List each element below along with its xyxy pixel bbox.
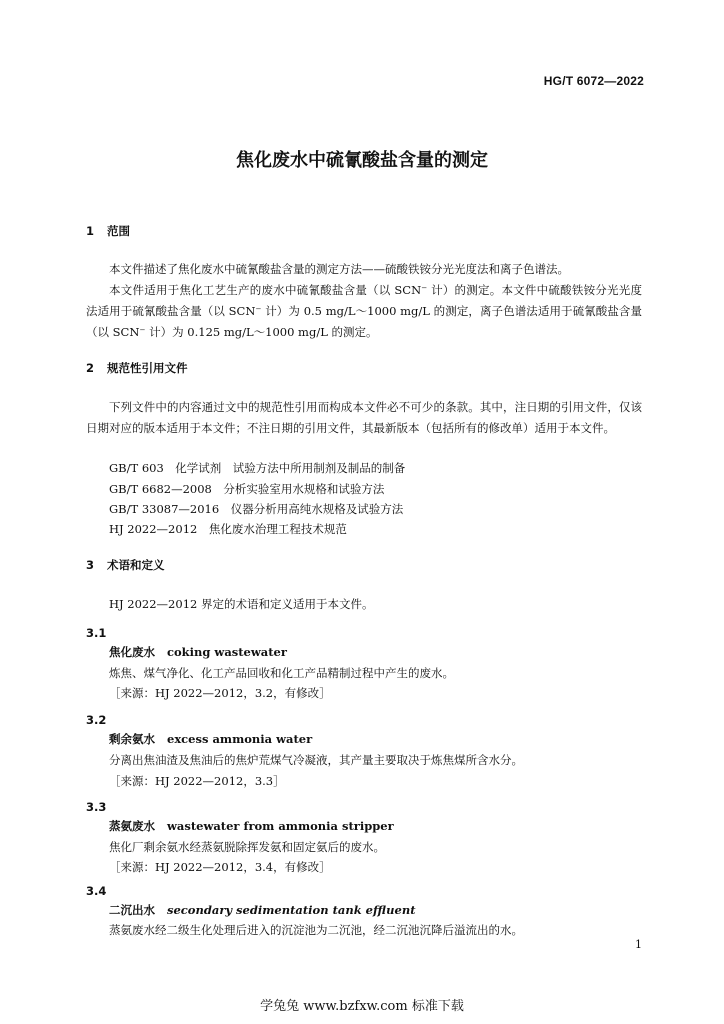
reference-item	[109, 481, 384, 497]
section-3-paragraph: HJ 2022—2012 界定的术语和定义适用于本文件。	[109, 597, 374, 611]
term-english: coking wastewater	[167, 645, 287, 659]
term-heading	[109, 644, 287, 660]
section-2-paragraph: 下列文件中的内容通过文中的规范性引用而构成本文件必不可少的条款。其中，注日期的引用文件，仅该日期对应的版本适用于本文件；不注日期的引用文件，其最新版本（包括所有的修改单）适用于本文件。	[86, 400, 642, 435]
term-source: ［来源：HJ 2022—2012，3.4，有修改］	[109, 860, 331, 874]
section-number: 2	[86, 361, 95, 375]
term-chinese: 蒸氨废水	[109, 819, 155, 833]
term-number: 3.2	[86, 713, 107, 727]
section-2-heading	[86, 360, 188, 376]
section-title: 规范性引用文件	[107, 361, 188, 375]
term-english: excess ammonia water	[167, 732, 313, 746]
reference-code: GB/T 33087—2016	[109, 502, 220, 516]
page-number: 1	[635, 938, 642, 951]
term-chinese: 二沉出水	[109, 903, 155, 917]
reference-code: GB/T 603	[109, 461, 164, 475]
document-title: 焦化废水中硫氰酸盐含量的测定	[236, 150, 488, 171]
term-definition: 蒸氨废水经二级生化处理后进入的沉淀池为二沉池，经二沉池沉降后溢流出的水。	[109, 923, 523, 937]
section-title: 术语和定义	[107, 558, 165, 572]
term-number: 3.3	[86, 800, 107, 814]
term-source: ［来源：HJ 2022—2012，3.3］	[109, 774, 285, 788]
term-definition: 炼焦、煤气净化、化工产品回收和化工产品精制过程中产生的废水。	[109, 666, 454, 680]
section-1-heading	[86, 223, 130, 239]
term-chinese: 焦化废水	[109, 645, 155, 659]
section-1-paragraph-1: 本文件描述了焦化废水中硫氰酸盐含量的测定方法——硫酸铁铵分光光度法和离子色谱法。	[109, 262, 569, 276]
reference-code: HJ 2022—2012	[109, 522, 198, 536]
term-definition: 分离出焦油渣及焦油后的焦炉荒煤气冷凝液，其产量主要取决于炼焦煤所含水分。	[109, 753, 523, 767]
term-heading	[109, 902, 416, 918]
section-number: 1	[86, 224, 95, 238]
term-number: 3.1	[86, 626, 107, 640]
term-chinese: 剩余氨水	[109, 732, 155, 746]
term-heading	[109, 731, 312, 747]
reference-item	[109, 501, 403, 517]
section-number: 3	[86, 558, 95, 572]
reference-title: 焦化废水治理工程技术规范	[208, 522, 347, 536]
reference-title: 仪器分析用高纯水规格及试验方法	[230, 502, 404, 516]
reference-code: GB/T 6682—2008	[109, 482, 212, 496]
term-source: ［来源：HJ 2022—2012，3.2，有修改］	[109, 686, 331, 700]
term-english: wastewater from ammonia stripper	[167, 819, 394, 833]
term-number: 3.4	[86, 884, 107, 898]
section-1-paragraph-2: 本文件适用于焦化工艺生产的废水中硫氰酸盐含量（以 SCN⁻ 计）的测定。本文件中硫酸铁铵分光光度法适用于硫氰酸盐含量（以 SCN⁻ 计）为 0.5 mg/L～1000 mg/L 的测定，离子色谱法适用于硫氰酸盐含量（以 SCN⁻ 计）为 0.125 mg/L～1000 mg/L 的测定。	[86, 283, 642, 339]
reference-title: 化学试剂 试验方法中所用制剂及制品的制备	[175, 461, 406, 475]
section-title: 范围	[107, 224, 130, 238]
reference-item	[109, 460, 405, 476]
term-english: secondary sedimentation tank effluent	[167, 903, 416, 917]
watermark-footer: 学兔兔 www.bzfxw.com 标准下载	[260, 999, 464, 1014]
term-heading	[109, 818, 394, 834]
standard-number: HG/T 6072—2022	[543, 74, 644, 88]
reference-item	[109, 521, 347, 537]
term-definition: 焦化厂剩余氨水经蒸氨脱除挥发氨和固定氨后的废水。	[109, 840, 385, 854]
section-3-heading	[86, 557, 165, 573]
reference-title: 分析实验室用水规格和试验方法	[223, 482, 385, 496]
